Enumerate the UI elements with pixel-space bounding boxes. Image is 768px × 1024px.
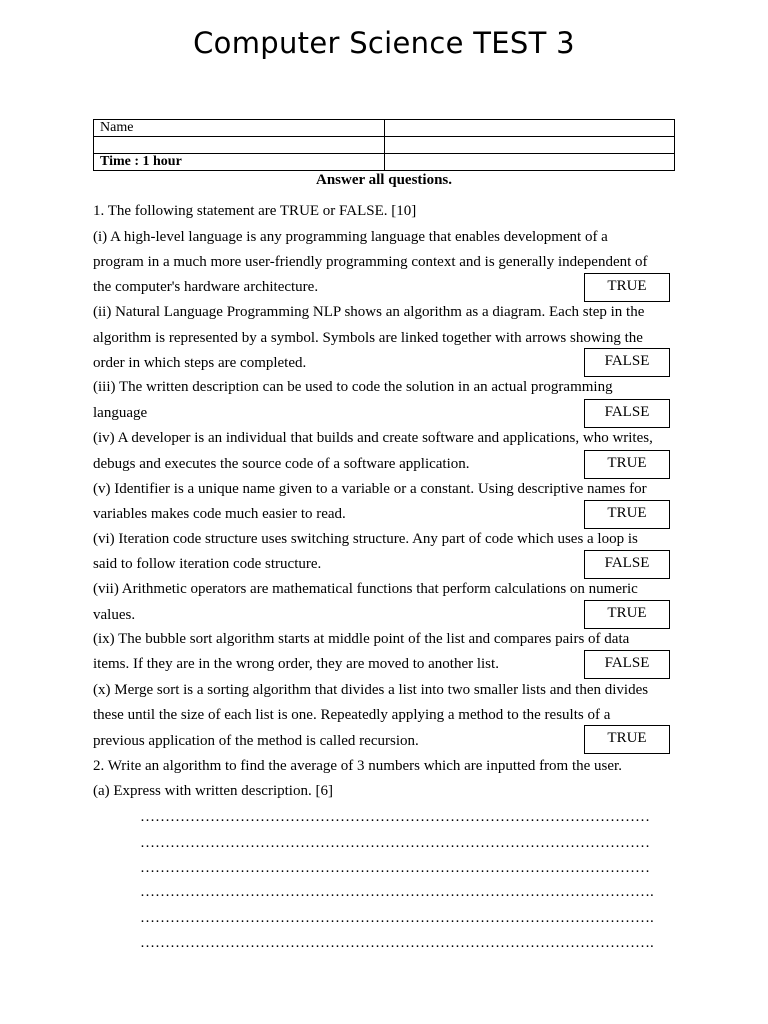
instructions: Answer all questions. — [316, 172, 452, 188]
statement-line: (vii) Arithmetic operators are mathematical functions that perform calculations on numeric — [93, 581, 638, 597]
statement-line: values. — [93, 607, 136, 623]
statement-line: (vi) Iteration code structure uses switching structure. Any part of code which uses a loop is — [93, 531, 638, 547]
time-label: Time : 1 hour — [94, 154, 385, 171]
answer-box-ii[interactable]: FALSE — [584, 348, 670, 377]
statement-line: program in a much more user-friendly programming context and is generally independent of — [93, 254, 648, 270]
statement-line: (iii) The written description can be used to code the solution in an actual programming — [93, 379, 613, 395]
statement-line: (ii) Natural Language Programming NLP shows an algorithm as a diagram. Each step in the — [93, 304, 645, 320]
answer-box-vii[interactable]: TRUE — [584, 600, 670, 629]
answer-box-ix[interactable]: FALSE — [584, 650, 670, 679]
answer-dot-line[interactable]: ………………………………………………………………………………………… — [140, 860, 650, 876]
question-1-heading: 1. The following statement are TRUE or FALSE. [10] — [93, 203, 417, 219]
blank-field[interactable] — [385, 137, 675, 154]
statement-line: order in which steps are completed. — [93, 355, 307, 371]
statement-line: said to follow iteration code structure. — [93, 556, 322, 572]
answer-box-x[interactable]: TRUE — [584, 725, 670, 754]
statement-line: debugs and executes the source code of a software application. — [93, 456, 470, 472]
statement-line: algorithm is represented by a symbol. Symbols are linked together with arrows showing the — [93, 330, 643, 346]
page-title: Computer Science TEST 3 — [193, 26, 575, 60]
question-2a-heading: (a) Express with written description. [6] — [93, 783, 333, 799]
statement-line: (ix) The bubble sort algorithm starts at middle point of the list and compares pairs of data — [93, 631, 630, 647]
statement-line: the computer's hardware architecture. — [93, 279, 319, 295]
table-row — [94, 154, 675, 171]
statement-line: language — [93, 405, 148, 421]
answer-dot-line[interactable]: ………………………………………………………………………………………… — [140, 809, 650, 825]
statement-line: variables makes code much easier to read. — [93, 506, 346, 522]
answer-dot-line[interactable]: …………………………………………………………………………………………. — [140, 910, 654, 926]
statement-line: (iv) A developer is an individual that builds and create software and applications, who writes, — [93, 430, 653, 446]
student-info-table — [93, 119, 675, 171]
answer-box-i[interactable]: TRUE — [584, 273, 670, 302]
answer-box-v[interactable]: TRUE — [584, 500, 670, 529]
answer-box-vi[interactable]: FALSE — [584, 550, 670, 579]
answer-box-iv[interactable]: TRUE — [584, 450, 670, 479]
statement-line: these until the size of each list is one. Repeatedly applying a method to the results of a — [93, 707, 611, 723]
answer-dot-line[interactable]: ………………………………………………………………………………………… — [140, 835, 650, 851]
name-label: Name — [94, 120, 385, 137]
statement-line: (i) A high-level language is any programming language that enables development of a — [93, 229, 608, 245]
time-field[interactable] — [385, 154, 675, 171]
statement-line: previous application of the method is called recursion. — [93, 733, 419, 749]
name-field[interactable] — [385, 120, 675, 137]
blank-label — [94, 137, 385, 154]
statement-line: (v) Identifier is a unique name given to a variable or a constant. Using descriptive names for — [93, 481, 647, 497]
statement-line: (x) Merge sort is a sorting algorithm that divides a list into two smaller lists and then divides — [93, 682, 649, 698]
answer-dot-line[interactable]: …………………………………………………………………………………………. — [140, 935, 654, 951]
statement-line: items. If they are in the wrong order, they are moved to another list. — [93, 656, 499, 672]
table-row — [94, 137, 675, 154]
answer-box-iii[interactable]: FALSE — [584, 399, 670, 428]
table-row — [94, 120, 675, 137]
question-2-heading: 2. Write an algorithm to find the average of 3 numbers which are inputted from the user. — [93, 758, 622, 774]
answer-dot-line[interactable]: …………………………………………………………………………………………. — [140, 884, 654, 900]
